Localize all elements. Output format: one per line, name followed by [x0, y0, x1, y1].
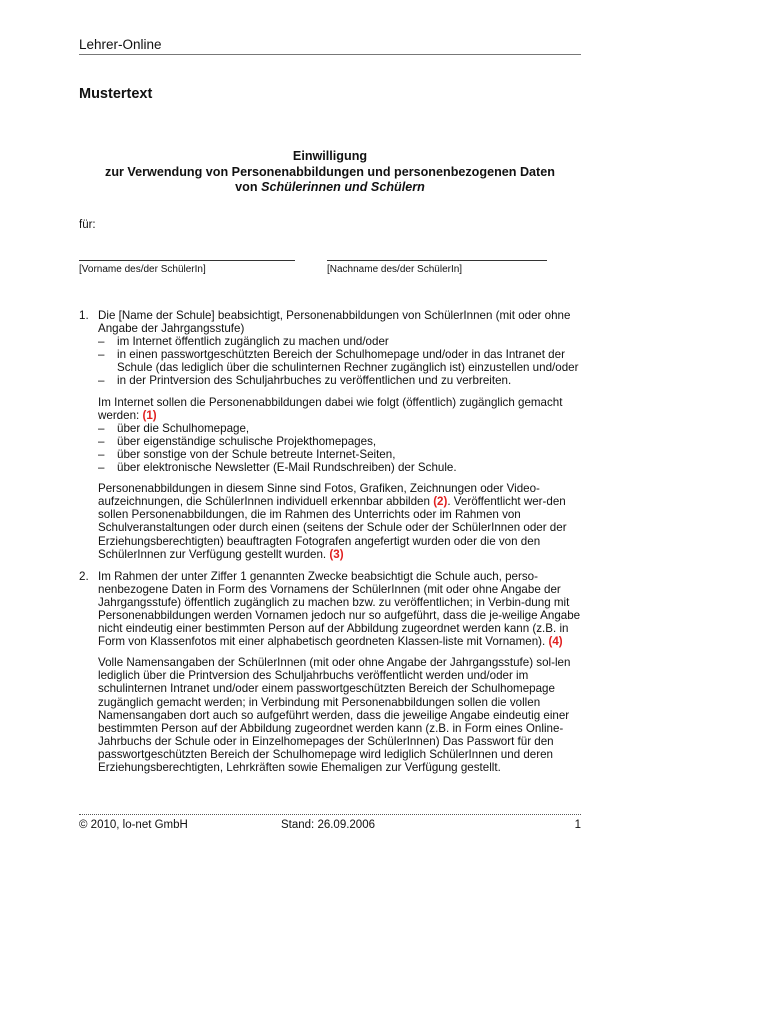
- last-name-caption: [Nachname des/der SchülerIn]: [327, 264, 463, 275]
- section-1: [79, 309, 589, 561]
- section-1-number: 1.: [79, 309, 89, 322]
- last-name-line: [327, 252, 547, 261]
- section-2-first-name-paragraph: Im Rahmen der unter Ziffer 1 genannten Zwecke beabsichtigt die Schule auch, perso-nenbezogene Daten in Form des Vornamens der SchülerInnen (mit oder ohne Angabe der Jahrgangsstufe) öffentlich zugänglich zu machen bzw. zu veröffentlichen; in Verbin-dung mit Personenabbildungen werden Vornamen jedoch nur so aufgeführt, dass die je-weilige Angabe nicht eindeutig einer bestimmten Person auf der Abbildung zugeordnet werden kann (z.B. in Form von Klassenfotos mit einer alphabetisch geordneten Klassen-liste mit Vornamen). (4): [98, 569, 581, 649]
- dash-marker: –: [98, 461, 105, 475]
- footer-copyright: © 2010, lo-net GmbH: [79, 819, 188, 831]
- for-label: für:: [79, 219, 96, 231]
- title-line-2: zur Verwendung von Personenabbildungen und personenbezogenen Daten: [105, 164, 555, 179]
- title-line-3: [79, 180, 581, 196]
- first-name-line: [79, 252, 295, 261]
- footnote-ref-2: (2): [433, 495, 448, 509]
- footnote-ref-4: (4): [548, 635, 563, 649]
- document-title: [79, 149, 581, 196]
- list-item: – über sonstige von der Schule betreute Internet-Seiten,: [98, 447, 396, 461]
- document-label: Mustertext: [79, 86, 153, 102]
- dash-marker: –: [98, 434, 105, 448]
- section-1-definition-paragraph: Personenabbildungen in diesem Sinne sind Fotos, Grafiken, Zeichnungen oder Video-aufzeichnungen, die SchülerInnen individuell erkennbar abbilden (2). Veröffentlicht wer-den sollen Personenabbildungen, die im Rahmen des Unterrichts oder im Rahmen von Schulveranstaltungen oder durch einen (seitens der Schule oder der SchülerInnen oder der Erziehungsberechtigten) beauftragten Fotografen angefertigt wurden oder die von den SchülerInnen zur Verfügung gestellt wurden. (3): [98, 482, 567, 561]
- title-line-3-prefix: von: [235, 180, 262, 194]
- list-item: – im Internet öffentlich zugänglich zu machen und/oder: [98, 335, 389, 349]
- last-name-signature-field: [327, 252, 547, 276]
- section-1-internet-paragraph: Im Internet sollen die Personenabbildungen dabei wie folgt (öffentlich) zugänglich gemacht werden: (1): [98, 395, 563, 422]
- section-1-intro: Die [Name der Schule] beabsichtigt, Personenabbildungen von SchülerInnen (mit oder ohne Angabe der Jahrgangsstufe): [98, 309, 571, 336]
- section-2: [79, 570, 589, 774]
- footnote-ref-1: (1): [142, 408, 157, 422]
- page-number: 1: [574, 819, 581, 831]
- page-footer: [79, 814, 581, 831]
- first-name-caption: [Vorname des/der SchülerIn]: [79, 264, 206, 275]
- section-1-internet-list: [98, 422, 589, 474]
- running-header: Lehrer-Online: [79, 36, 581, 55]
- dash-marker: –: [98, 348, 105, 362]
- list-item: – über die Schulhomepage,: [98, 421, 250, 435]
- list-item: – über elektronische Newsletter (E-Mail Rundschreiben) der Schule.: [98, 461, 457, 475]
- footnote-ref-3: (3): [329, 547, 344, 561]
- dash-marker: –: [98, 447, 105, 461]
- list-item: – in einen passwortgeschützten Bereich der Schulhomepage und/oder in das Intranet der Schule (das lediglich über die schulinternen Rechner zugänglich ist) einzustellen und/oder: [98, 348, 579, 375]
- title-line-1: Einwilligung: [292, 149, 368, 163]
- dash-marker: –: [98, 421, 105, 435]
- section-1-purpose-list: [98, 335, 589, 387]
- list-item: – über eigenständige schulische Projekthomepages,: [98, 434, 377, 448]
- footer-date: Stand: 26.09.2006: [281, 819, 375, 831]
- title-line-3-emphasis: Schülerinnen und Schülern: [261, 180, 425, 194]
- dash-marker: –: [98, 335, 105, 349]
- document-body: [79, 309, 589, 774]
- section-2-full-name-paragraph: Volle Namensangaben der SchülerInnen (mit oder ohne Angabe der Jahrgangsstufe) sol-len lediglich über die Printversion des Schuljahrbuchs veröffentlicht werden und/oder im schulinternen Intranet und/oder einem passwortgeschützten Bereich der Schulhomepage zugänglich gemacht werden; in Verbindung mit Personenabbildungen sollen die vollen Namensangaben dort auch so aufgeführt werden, dass die jeweilige Angabe eindeutig einer bestimmten Person auf der Abbildung zugeordnet werden kann (z.B. in Form eines Online-Jahrbuchs der Schule oder in Einzelhomepages der SchülerInnen) Das Passwort für den passwortgeschützten Bereich der Schulhomepage wird lediglich SchülerInnen und deren Erziehungsberechtigten, Lehrkräften sowie Ehemaligen zur Verfügung gestellt.: [98, 656, 571, 774]
- section-2-number: 2.: [79, 569, 89, 583]
- list-item: – in der Printversion des Schuljahrbuches zu veröffentlichen und zu verbreiten.: [98, 374, 512, 388]
- dash-marker: –: [98, 374, 105, 388]
- first-name-signature-field: [79, 252, 295, 276]
